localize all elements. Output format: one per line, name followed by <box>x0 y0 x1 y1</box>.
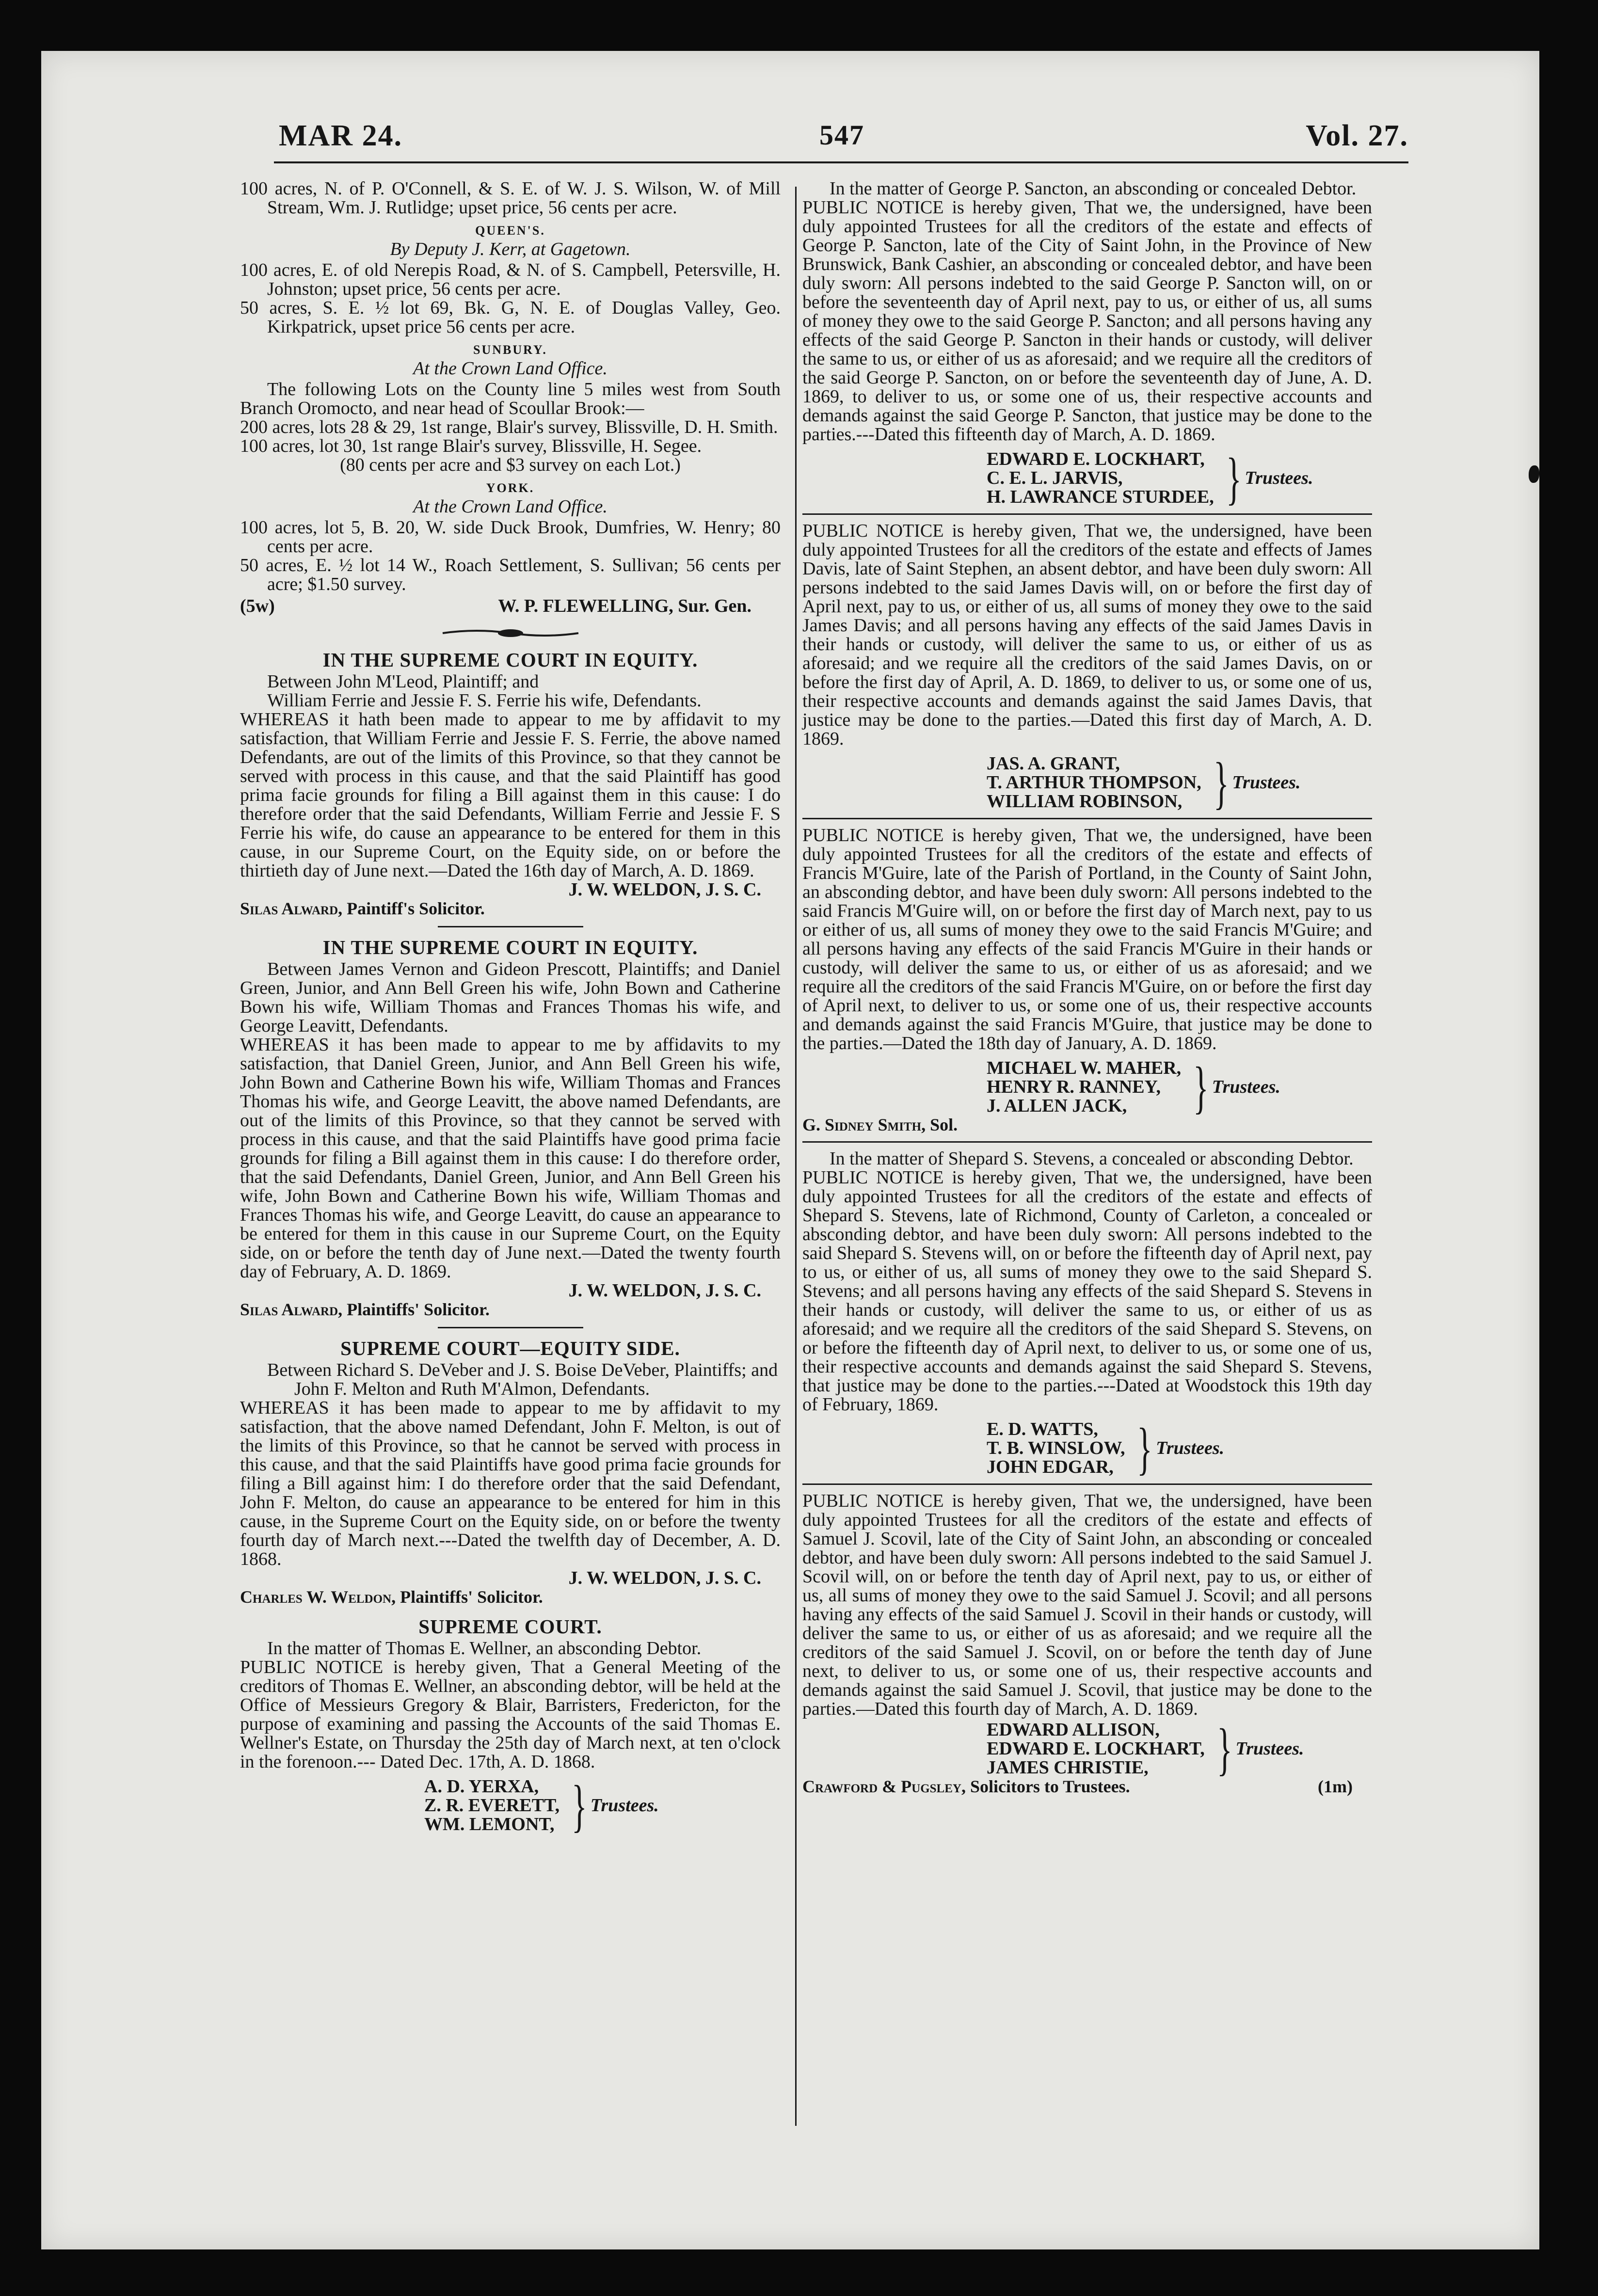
brace-glyph: } <box>1213 750 1229 815</box>
trustee-block <box>987 1054 1372 1119</box>
section-rule <box>438 1327 583 1328</box>
notice-parties: John F. Melton and Ruth M'Almon, Defendants. <box>294 1379 650 1399</box>
notice-heading: SUPREME COURT. <box>418 1615 602 1638</box>
notice-body: PUBLIC NOTICE is hereby given, That we, the undersigned, have been duly appointed Trustees for all the creditors of the estate and effects of Samuel J. Scovil, late of the City of Saint John, an absconding or concealed debtor, and have been duly sworn: All persons indebted to the said Samuel J. Scovil will, on or before the tenth day of April next, pay to us, or either of us, all sums of money they owe to the said Samuel J. Scovil; and all persons having any effects of the said Samuel J. Scovil in their hands or custody, will deliver the same to us, or either of us as aforesaid; and we require all the creditors of the said Samuel J. Scovil, on or before the tenth day of June next, to deliver to us, or some one of us, their respective accounts and demands against the said Samuel J. Scovil, that justice may be done to the parties.—Dated this fourth day of March, A. D. 1869. <box>802 1491 1372 1719</box>
trustee-names <box>987 1721 1205 1777</box>
section-rule <box>438 926 583 927</box>
trustee-name: WM. LEMONT, <box>424 1814 555 1834</box>
solicitor-line <box>802 1116 1372 1134</box>
notice-matter: In the matter of George P. Sancton, an absconding or concealed Debtor. <box>830 178 1357 199</box>
solicitor-line <box>240 1588 781 1607</box>
lot-entry: 50 acres, S. E. ½ lot 69, Bk. G, N. E. of Douglas Valley, Geo. Kirkpatrick, upset price 56 cents per acre. <box>240 298 781 337</box>
section-rule <box>802 818 1372 819</box>
notice-body: PUBLIC NOTICE is hereby given, That we, the undersigned, have been duly appointed Trustees for all the creditors of the estate and effects of Shepard S. Stevens, late of Richmond, County of Carleton, a concealed or absconding debtor, and have been duly sworn: All persons indebted to the said Shepard S. Stevens will, on or before the fifteenth day of April next, pay to us, or either of us, all sums of money they owe to the said Shepard S. Stevens; and all persons having any effects of the said Shepard S. Stevens in their hands or custody, will deliver the same to us, or either of us as aforesaid; and we require all the creditors of the said Shepard S. Stevens, on or before the fifteenth day of April next, to deliver to us, or some one of us, their respective accounts and demands against the said Shepard S. Stevens, that justice may be done to the parties.---Dated at Woodstock this 19th day of February, 1869. <box>802 1167 1372 1415</box>
notice-matter: In the matter of Thomas E. Wellner, an absconding Debtor. <box>267 1638 702 1658</box>
trustee-name: T. ARTHUR THOMPSON, <box>987 772 1201 793</box>
brace-glyph: } <box>1137 1416 1153 1481</box>
trustee-name: E. D. WATTS, <box>987 1419 1098 1439</box>
trustee-name: MICHAEL W. MAHER, <box>987 1058 1182 1078</box>
trustee-name: A. D. YERXA, <box>424 1776 539 1797</box>
brace-glyph: } <box>1226 446 1242 510</box>
notice-parties: Between James Vernon and Gideon Prescott, Plaintiffs; and Daniel Green, Junior, and Ann Bell Green his wife, John Bown and Catherine Bown his wife, William Thomas and Frances Thomas his wife, and George Leavitt, Defendants. <box>240 959 781 1036</box>
page-header <box>41 51 1539 162</box>
deputy-line: By Deputy J. Kerr, at Gagetown. <box>390 239 631 259</box>
office-line: At the Crown Land Office. <box>413 496 607 517</box>
trustee-names <box>987 754 1201 811</box>
section-rule <box>802 1483 1372 1485</box>
notice-heading: IN THE SUPREME COURT IN EQUITY. <box>322 936 698 958</box>
trustee-block <box>987 1716 1372 1781</box>
solicitor-role: , Plaintiffs' Solicitor. <box>338 1300 490 1319</box>
surveyor-signature: W. P. FLEWELLING, Sur. Gen. <box>498 596 751 616</box>
solicitor-line <box>802 1777 1372 1796</box>
solicitor-line <box>240 899 781 918</box>
trustee-names <box>987 450 1214 507</box>
solicitor-name: Charles W. Weldon <box>240 1587 392 1607</box>
trustees-label: Trustees. <box>590 1795 659 1816</box>
lot-entry: 100 acres, lot 5, B. 20, W. side Duck Brook, Dumfries, W. Henry; 80 cents per acre. <box>240 517 781 557</box>
notice-body: WHEREAS it hath been made to appear to me by affidavit to my satisfaction, that William Ferrie and Jessie F. S. Ferrie, the above named Defendants, are out of the limits of this Province, so that they cannot be served with process in this cause, and that the said Plaintiff has good prima facie grounds for filing a Bill against them in this cause: I do therefore order that the said Defendants, William Ferrie and Jessie F. S Ferrie his wife, do cause an appearance to be entered for them in this cause, in our Supreme Court, on the Equity side, on or before the thirtieth day of June next.—Dated the 16th day of March, A. D. 1869. <box>240 709 781 881</box>
trustee-block <box>424 1773 781 1838</box>
solicitor-role: , Solicitors to Trustees. <box>961 1777 1130 1796</box>
trustee-name: JAS. A. GRANT, <box>987 753 1120 774</box>
county-heading-sunbury: SUNBURY. <box>473 343 547 357</box>
trustees-label: Trustees. <box>1156 1438 1225 1458</box>
lot-intro: The following Lots on the County line 5 miles west from South Branch Oromocto, and near head of Scoullar Brook:— <box>240 379 781 418</box>
brace-glyph: } <box>1216 1716 1232 1781</box>
solicitor-name: Silas Alward <box>240 1300 338 1319</box>
section-rule <box>802 1141 1372 1143</box>
trustee-names <box>987 1059 1181 1116</box>
trustee-name: HENRY R. RANNEY, <box>987 1077 1161 1097</box>
notice-body: PUBLIC NOTICE is hereby given, That a General Meeting of the creditors of Thomas E. Wellner, an absconding debtor, will be held at the Office of Messieurs Gregory & Blair, Barristers, Fredericton, for the purpose of examining and passing the Accounts of the said Thomas E. Wellner's Estate, on Thursday the 25th day of March next, at ten o'clock in the forenoon.--- Dated Dec. 17th, A. D. 1868. <box>240 1657 781 1772</box>
trustee-name: WILLIAM ROBINSON, <box>987 791 1183 812</box>
brace-glyph: } <box>572 1773 587 1838</box>
notice-parties: William Ferrie and Jessie F. S. Ferrie his wife, Defendants. <box>267 690 702 711</box>
solicitor-name: Crawford & Pugsley <box>802 1777 961 1796</box>
ink-blot <box>1529 465 1539 483</box>
right-column <box>802 179 1372 1796</box>
notice-body: WHEREAS it has been made to appear to me by affidavits to my satisfaction, that Daniel Green, Junior, and Ann Bell Green his wife, John Bown and Catherine Bown his wife, William Thomas and Frances Thomas his wife, and George Leavitt, the above named Defendants, are out of the limits of this Province, so that they cannot be served with process in this cause, and that the said Plaintiffs have good prima facie grounds for filing a Bill against them in this cause: I do therefore order, that the said Defendants, Daniel Green, Junior, and Ann Bell Green his wife, John Bown and Catherine Bown his wife, William Thomas and Frances Thomas his wife, and George Leavitt, do cause an appearance to be entered for them in this cause in our Supreme Court, on the Equity side, on or before the tenth day of June next.—Dated the twenty fourth day of February, A. D. 1869. <box>240 1035 781 1282</box>
notice-body: PUBLIC NOTICE is hereby given, That we, the undersigned, have been duly appointed Trustees for all the creditors of the estate and effects of James Davis, late of Saint Stephen, an absent debtor, and have been duly sworn: All persons indebted to the said James Davis will, on or before the first day of April next, pay to us, or either of us, all sums of money they owe to the said James Davis; and all persons having any effects of the said James Davis in their hands or custody, will deliver the same to us, or either of us as aforesaid; and we require all the creditors of the said James Davis, on or before the first day of April, A. D. 1869, to deliver to us, or some one of us, their respective accounts and demands against the said James Davis, that justice may be done to the parties.—Dated this first day of March, A. D. 1869. <box>802 521 1372 749</box>
trustee-name: C. E. L. JARVIS, <box>987 468 1123 488</box>
left-column <box>240 178 781 1838</box>
gazette-page <box>41 51 1539 2249</box>
trustee-block <box>987 1416 1372 1481</box>
trustee-names <box>987 1420 1125 1477</box>
trustee-name: H. LAWRANCE STURDEE, <box>987 487 1214 507</box>
trustee-block <box>987 446 1372 510</box>
lot-entry: 50 acres, E. ½ lot 14 W., Roach Settlement, S. Sullivan; 56 cents per acre; $1.50 survey. <box>240 555 781 594</box>
trustee-name: EDWARD ALLISON, <box>987 1720 1160 1740</box>
solicitor-name: G. Sidney Smith <box>802 1115 922 1134</box>
notice-body: WHEREAS it has been made to appear to me by affidavit to my satisfaction, that the above named Defendant, John F. Melton, is out of the limits of this Province, so that he cannot be served with process in this cause, and that the said Plaintiffs have good prima facie grounds for filing a Bill against him: I do therefore order that the said Defendant, John F. Melton, do cause an appearance to be entered for him in this cause, in the Supreme Court on the Equity side, on or before the twenty fourth day of March next.---Dated the twelfth day of December, A. D. 1868. <box>240 1398 781 1569</box>
solicitor-role: , Paintiff's Solicitor. <box>338 899 485 918</box>
trustee-name: JAMES CHRISTIE, <box>987 1757 1149 1778</box>
notice-matter: In the matter of Shepard S. Stevens, a concealed or absconding Debtor. <box>830 1148 1354 1169</box>
judge-signature: J. W. WELDON, J. S. C. <box>568 1280 761 1301</box>
trustee-name: EDWARD E. LOCKHART, <box>987 1738 1205 1759</box>
notice-body: PUBLIC NOTICE is hereby given, That we, the undersigned, have been duly appointed Trustees for all the creditors of the estate and effects of Francis M'Guire, late of the Parish of Portland, in the County of Saint John, an absconding debtor, and have been duly sworn: All persons indebted to the said Francis M'Guire will, on or before the first day of March next, pay to us or either of us, all sums of money they owe to the said Francis M'Guire; and all persons having any effects of the said Francis M'Guire in their hands or custody, will deliver the same to us, or either of us as aforesaid; and we require all the creditors of the said Francis M'Guire, on or before the first day of April next, to deliver to us, or some one of us, their respective accounts and demands against the said Francis M'Guire, that justice may be done to the parties.—Dated the 18th day of January, A. D. 1869. <box>802 825 1372 1053</box>
trustees-label: Trustees. <box>1212 1077 1280 1097</box>
trustees-label: Trustees. <box>1245 468 1313 488</box>
county-heading-york: YORK. <box>486 481 535 495</box>
judge-signature: J. W. WELDON, J. S. C. <box>568 1568 761 1588</box>
issue-date: MAR 24. <box>279 119 403 152</box>
lot-note: (80 cents per acre and $3 survey on each Lot.) <box>340 455 681 475</box>
signature-line <box>240 597 781 616</box>
insertion-mark: (1m) <box>1318 1777 1353 1796</box>
notice-parties: Between John M'Leod, Plaintiff; and <box>267 671 539 692</box>
lot-entry: 100 acres, E. of old Nerepis Road, & N. of S. Campbell, Petersville, H. Johnston; upset price, 56 cents per acre. <box>240 260 781 299</box>
lot-entry: 200 acres, lots 28 & 29, 1st range, Blair's survey, Blissville, D. H. Smith. <box>240 417 778 437</box>
notice-body: PUBLIC NOTICE is hereby given, That we, the undersigned, have been duly appointed Trustees for all the creditors of the estate and effects of George P. Sancton, late of the City of Saint John, in the Province of New Brunswick, Bank Cashier, an absconding or concealed debtor, and have been duly sworn: All persons indebted to the said George P. Sancton will, on or before the seventeenth day of April next, pay to us, or either of us, all sums of money they owe to the said George P. Sancton; and all persons having any effects of the said George P. Sancton in their hands or custody, will deliver the same to us, or either of us as aforesaid; and we require all the creditors of the said George P. Sancton, on or before the seventeenth day of June, A. D. 1869, to deliver to us, or some one of us, their respective accounts and demands against the said George P. Sancton, that justice may be done to the parties.---Dated this fifteenth day of March, A. D. 1869. <box>802 197 1372 445</box>
lot-entry: 100 acres, lot 30, 1st range Blair's survey, Blissville, H. Segee. <box>240 436 702 456</box>
notice-heading: IN THE SUPREME COURT IN EQUITY. <box>322 649 698 671</box>
trustee-block <box>987 750 1372 815</box>
trustee-name: J. ALLEN JACK, <box>987 1096 1127 1116</box>
lot-entry: 100 acres, N. of P. O'Connell, & S. E. of W. J. S. Wilson, W. of Mill Stream, Wm. J. Rutlidge; upset price, 56 cents per acre. <box>240 178 781 218</box>
notice-heading: SUPREME COURT—EQUITY SIDE. <box>340 1337 680 1359</box>
solicitor-role: , Sol. <box>921 1115 958 1134</box>
insertion-mark: (5w) <box>240 596 275 616</box>
header-rule <box>274 161 1408 163</box>
page-number: 547 <box>819 119 864 151</box>
judge-signature: J. W. WELDON, J. S. C. <box>568 879 761 900</box>
trustee-names <box>424 1777 559 1834</box>
trustee-name: EDWARD E. LOCKHART, <box>987 449 1205 469</box>
solicitor-name: Silas Alward <box>240 899 338 918</box>
county-heading-queens: QUEEN'S. <box>475 223 545 238</box>
trustee-name: Z. R. EVERETT, <box>424 1795 560 1816</box>
flourish-ornament <box>438 626 583 640</box>
solicitor-role: , Plaintiffs' Solicitor. <box>391 1587 543 1607</box>
notice-parties: Between Richard S. DeVeber and J. S. Boise DeVeber, Plaintiffs; and <box>267 1360 778 1380</box>
trustees-label: Trustees. <box>1235 1738 1304 1759</box>
trustees-label: Trustees. <box>1232 772 1301 793</box>
brace-glyph: } <box>1193 1054 1209 1119</box>
solicitor-line <box>240 1300 781 1319</box>
trustee-name: JOHN EDGAR, <box>987 1457 1114 1477</box>
column-divider <box>795 187 797 2126</box>
section-rule <box>802 513 1372 515</box>
trustee-name: T. B. WINSLOW, <box>987 1438 1125 1458</box>
volume-number: Vol. 27. <box>1306 119 1408 152</box>
office-line: At the Crown Land Office. <box>413 358 607 379</box>
